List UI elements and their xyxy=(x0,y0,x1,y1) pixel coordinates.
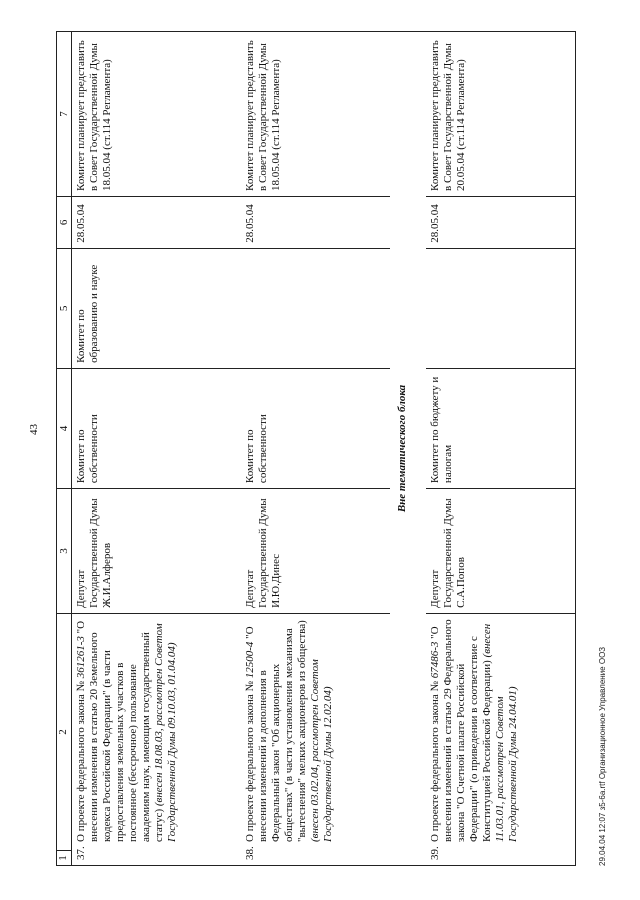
bill-introduced: (внесен 11.03.01, рассмотрен Советом Государственной Думы 24.04.01) xyxy=(480,623,519,842)
column-header-2: 2 xyxy=(57,729,69,735)
plan-note: Комитет планирует представить в Совет Государственной Думы 18.05.04 (ст.114 Регламента) xyxy=(241,32,390,197)
block-label: Вне тематического блока xyxy=(390,32,425,866)
column-header xyxy=(57,613,72,865)
document-footer: 29.04.04 12:07 з5-6а.rtf Организационное Управление ООЗ xyxy=(598,646,607,866)
row-number: 38. xyxy=(244,846,257,860)
column-header-4: 4 xyxy=(57,368,72,488)
bill-author: Депутат Государственной Думы Ж.И.Алферов xyxy=(72,489,242,614)
table-header-row xyxy=(57,32,72,866)
bill-title: "О внесении изменения в статью 20 Земельного кодекса Российской Федерации" xyxy=(75,620,113,842)
bill-author: Депутат Государственной Думы С.А.Попов xyxy=(426,489,576,614)
draft-laws-table xyxy=(56,31,576,866)
deadline-date: 28.05.04 xyxy=(241,196,390,248)
bill-title-prefix: О проекте федерального закона № xyxy=(75,678,87,842)
table-row xyxy=(72,32,242,866)
responsible-committee: Комитет по собственности xyxy=(72,368,242,488)
draft-number: 361261-3 xyxy=(75,636,87,679)
column-header-6: 6 xyxy=(57,196,72,248)
rotated-document-page xyxy=(20,20,620,880)
bill-title: "О внесении изменений и дополнения в Федеральный закон "Об акционерных обществах" xyxy=(244,626,296,842)
bill-introduced: (внесен 03.02.04, рассмотрен Советом Государственной Думы 12.02.04) xyxy=(309,659,335,842)
plan-note: Комитет планирует представить в Совет Государственной Думы 20.05.04 (ст.114 Регламента) xyxy=(426,32,576,197)
row-number: 39. xyxy=(428,846,441,860)
bill-detail: (в части предоставления земельных участков в постоянное (бессрочное) пользование академиям наук, имеющим государственный статус) xyxy=(101,632,165,842)
column-header-3: 3 xyxy=(57,489,72,614)
deadline-date: 28.05.04 xyxy=(426,196,576,248)
bill-title: "О внесении изменений в статью 29 Федерального закона "О Счетной палате Российской Федерации" xyxy=(428,619,480,842)
bill-title-prefix: О проекте федерального закона № xyxy=(428,678,441,842)
co-executor-committee xyxy=(426,248,576,368)
bill-introduced: (внесен 18.08.03, рассмотрен Советом Государственной Думы 09.10.03, 01.04.04) xyxy=(153,623,178,842)
responsible-committee: Комитет по собственности xyxy=(241,368,390,488)
bill-description xyxy=(241,613,390,865)
draft-number: 12500-4 xyxy=(244,641,257,679)
bill-detail: (о приведении в соответствие с Конституцией Российской Федерации) xyxy=(467,636,493,842)
responsible-committee: Комитет по бюджету и налогам xyxy=(426,368,576,488)
table-row xyxy=(241,32,390,866)
bill-title-prefix: О проекте федерального закона № xyxy=(244,678,257,842)
draft-number: 67486-3 xyxy=(428,641,441,679)
column-header-5: 5 xyxy=(57,248,72,368)
bill-description xyxy=(426,613,576,865)
column-header-1: 1 xyxy=(57,850,71,865)
row-number: 37. xyxy=(75,846,87,860)
bill-author: Депутат Государственной Думы И.Ю.Динес xyxy=(241,489,390,614)
block-label-row xyxy=(390,32,425,866)
bill-description xyxy=(72,613,242,865)
page-number: 43 xyxy=(28,424,40,435)
column-header-7: 7 xyxy=(57,32,72,197)
co-executor-committee: Комитет по образованию и науке xyxy=(72,248,242,368)
plan-note: Комитет планирует представить в Совет Государственной Думы 18.05.04 (ст.114 Регламента) xyxy=(72,32,242,197)
table-row xyxy=(426,32,576,866)
deadline-date: 28.05.04 xyxy=(72,196,242,248)
co-executor-committee xyxy=(241,248,390,368)
bill-detail: (в части установления механизма "вытеснения" мелких акционеров из общества) xyxy=(283,620,309,842)
